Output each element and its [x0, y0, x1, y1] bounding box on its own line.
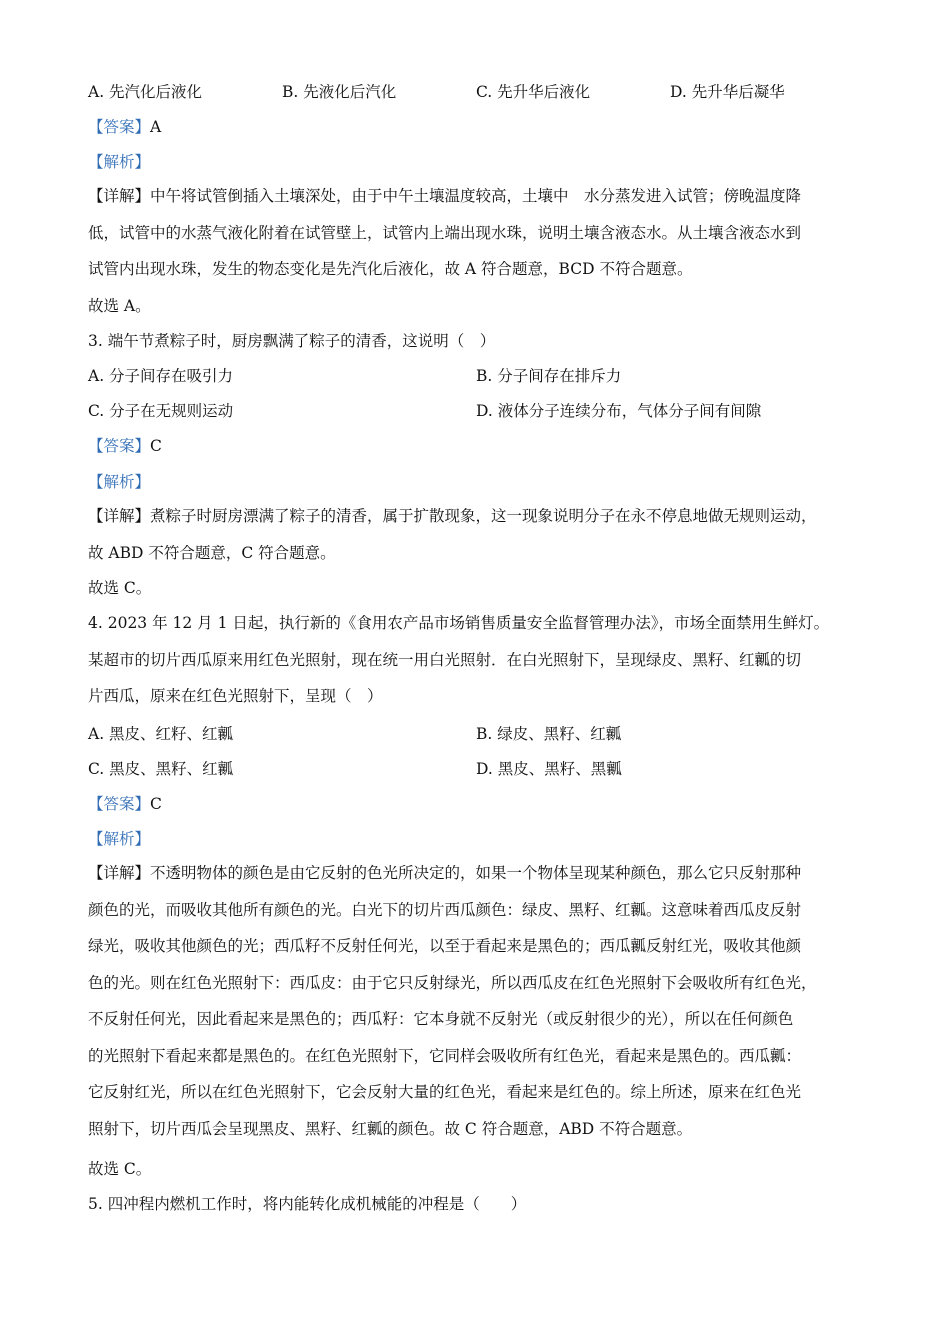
q4-answer: 【答案】C — [88, 795, 162, 813]
q4-option-d[interactable]: D. 黑皮、黑籽、黑瓤 — [476, 760, 622, 778]
q4-option-a[interactable]: A. 黑皮、红籽、红瓤 — [88, 725, 234, 743]
q3-analysis-heading: 【解析】 — [88, 473, 151, 491]
q3-option-c[interactable]: C. 分子在无规则运动 — [88, 402, 234, 420]
detail-tag: 【详解】 — [88, 187, 151, 205]
q4-option-c[interactable]: C. 黑皮、黑籽、红瓤 — [88, 760, 234, 778]
q4-analysis-heading: 【解析】 — [88, 830, 151, 848]
q2-option-d[interactable]: D. 先升华后凝华 — [670, 83, 785, 101]
q4-stem: 4. 2023 年 12 月 1 日起，执行新的《食用农产品市场销售质量安全监督管理办法》，市场全面禁用生鲜灯。 某超市的切片西瓜原来用红色光照射，现在统一用白光照射．在白光照射下，呈现绿皮、黑籽、红瓤的切 片西瓜，原来在红色光照射下，呈现（ ） — [88, 614, 830, 705]
q4-conclusion: 故选 C。 — [88, 1160, 152, 1178]
q3-conclusion: 故选 C。 — [88, 579, 152, 597]
q2-conclusion: 故选 A。 — [88, 297, 151, 315]
q4-detail: 【详解】不透明物体的颜色是由它反射的色光所决定的，如果一个物体呈现某种颜色，那么它只反射那种 颜色的光，而吸收其他所有颜色的光。白光下的切片西瓜颜色：绿皮、黑籽、红瓤。这意味着西瓜皮反射 绿光，吸收其他颜色的光；西瓜籽不反射任何光，以至于看起来是黑色的；西瓜瓤反射红光，吸收其他颜 色的光。则在红色光照射下：西瓜皮：由于它只反射绿光，所以西瓜皮在红色光照射下会吸收所有红色光， 不反射任何光，因此看起来是黑色的；西瓜籽：它本身就不反射光（或反射很少的光），所以在任何颜色 的光照射下看起来都是黑色的。在红色光照射下，它同样会吸收所有红色光，看起来是黑色的。西瓜瓤： 它反射红光，所以在红色光照射下，它会反射大量的红色光，看起来是红色的。综上所述，原来在红色光 照射下，切片西瓜会呈现黑皮、黑籽、红瓤的颜色。故 C 符合题意，ABD 不符合题意。 — [88, 864, 817, 1138]
q4-option-b[interactable]: B. 绿皮、黑籽、红瓤 — [476, 725, 622, 743]
q3-stem: 3. 端午节煮粽子时，厨房飘满了粽子的清香，这说明（ ） — [88, 332, 496, 350]
q3-option-a[interactable]: A. 分子间存在吸引力 — [88, 367, 234, 385]
q3-option-d[interactable]: D. 液体分子连续分布，气体分子间有间隙 — [476, 402, 762, 420]
q2-detail: 【详解】中午将试管倒插入土壤深处，由于中午土壤温度较高，土壤中 水分蒸发进入试管；傍晚温度降 低，试管中的水蒸气液化附着在试管壁上，试管内上端出现水珠，说明土壤含液态水。从土壤含液态水到 试管内出现水珠，发生的物态变化是先汽化后液化，故 A 符合题意，BCD 不符合题意。 — [88, 187, 802, 278]
q2-option-c[interactable]: C. 先升华后液化 — [476, 83, 591, 101]
q3-option-b[interactable]: B. 分子间存在排斥力 — [476, 367, 622, 385]
q3-answer: 【答案】C — [88, 437, 162, 455]
q5-stem: 5. 四冲程内燃机工作时，将内能转化成机械能的冲程是（ ） — [88, 1195, 527, 1213]
answer-value: A — [150, 118, 162, 136]
q2-option-a[interactable]: A. 先汽化后液化 — [88, 83, 203, 101]
answer-tag: 【答案】 — [88, 118, 151, 136]
q2-analysis-heading: 【解析】 — [88, 153, 151, 171]
q2-answer — [88, 117, 161, 137]
q2-option-b[interactable]: B. 先液化后汽化 — [282, 83, 397, 101]
q3-detail: 【详解】煮粽子时厨房漂满了粽子的清香，属于扩散现象，这一现象说明分子在永不停息地做无规则运动， 故 ABD 不符合题意，C 符合题意。 — [88, 507, 817, 562]
